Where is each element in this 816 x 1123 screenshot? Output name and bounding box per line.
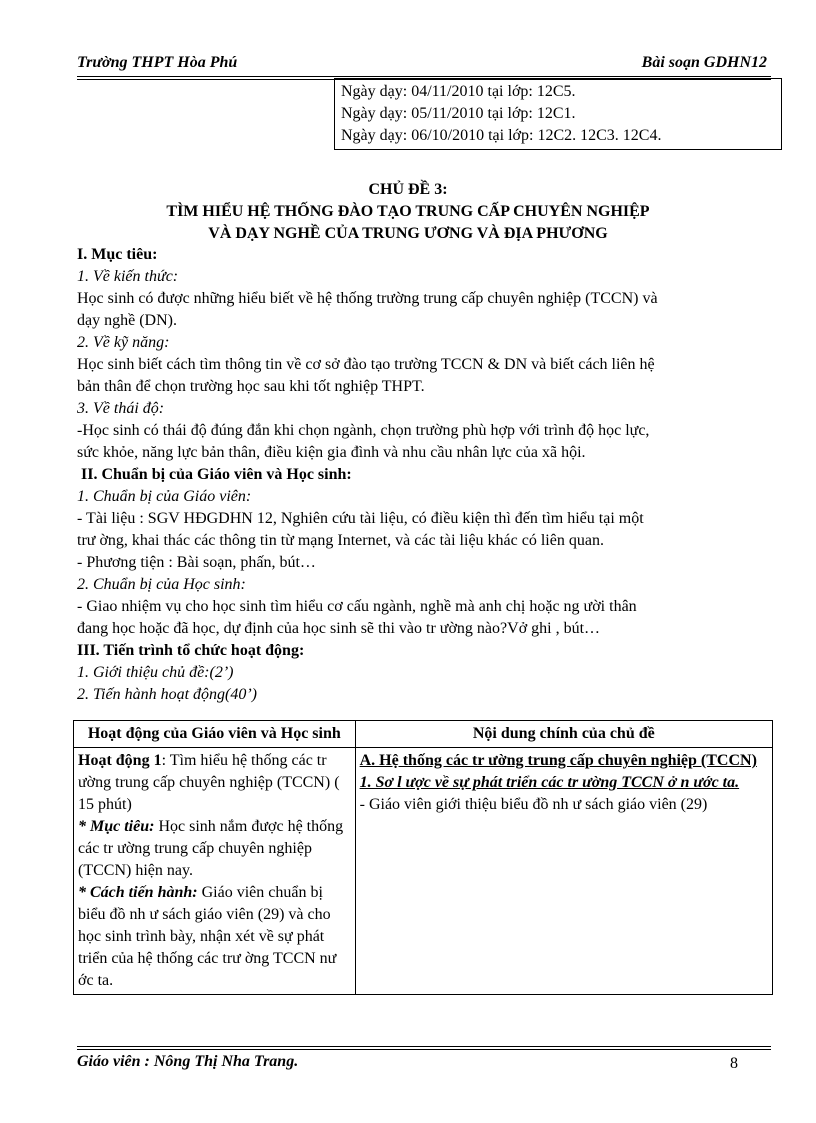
method-label: * Cách tiến hành: [78,884,198,901]
page-number: 8 [730,1055,738,1072]
subsection-heading: 1. Chuẩn bị của Giáo viên: [77,488,252,505]
section-heading: I. Mục tiêu: [77,246,158,263]
paragraph: bản thân để chọn trường học sau khi tốt nghiệp THPT. [77,378,425,395]
paragraph: trư ờng, khai thác các thông tin từ mạng Internet, và các tài liệu khác có liên quan. [77,532,604,549]
method-text: Giáo viên chuẩn bị biểu đồ nh ư sách giáo viên (29) và cho học sinh trình bày, nhận xét về sự phát triển của hệ thống các trư ờng TCCN nư ớc ta. [78,884,337,989]
school-name: Trường THPT Hòa Phú [77,54,238,71]
lesson-body [77,244,767,706]
topic-title-line1: TÌM HIỂU HỆ THỐNG ĐÀO TẠO TRUNG CẤP CHUYÊN NGHIỆP [166,203,650,220]
column-header: Nội dung chính của chủ đề [355,721,772,748]
content-heading-a: A. Hệ thống các tr ường trung cấp chuyên nghiệp (TCCN) [359,752,757,769]
paragraph: đang học hoặc đã học, dự định của học sinh sẽ thi vào tr ường nào?Vở ghi , bút… [77,620,601,637]
teaching-dates-box [334,78,782,150]
topic-title-line2: VÀ DẠY NGHỀ CỦA TRUNG ƯƠNG VÀ ĐỊA PHƯƠNG [208,225,608,242]
activity-label: Hoạt động 1 [78,752,162,769]
subsection-heading: 2. Tiến hành hoạt động(40’) [77,686,257,703]
section-heading: II. Chuẩn bị của Giáo viên và Học sinh: [81,466,352,483]
activity-text: : Tìm hiểu hệ thống các tr ường trung cấp chuyên nghiệp (TCCN) ( 15 phút) [78,752,340,813]
header-rule [77,76,771,77]
paragraph: Học sinh có được những hiểu biết về hệ thống trường trung cấp chuyên nghiệp (TCCN) và [77,290,658,307]
subsection-heading: 1. Về kiến thức: [77,268,179,285]
paragraph: -Học sinh có thái độ đúng đắn khi chọn ngành, chọn trường phù hợp với trình độ học lực, [77,422,650,439]
activity-paragraph [78,750,351,816]
paragraph: - Giao nhiệm vụ cho học sinh tìm hiểu cơ cấu ngành, nghề mà anh chị hoặc ng ười thân [77,598,637,615]
document-title: Bài soạn GDHN12 [641,54,767,71]
topic-number: CHỦ ĐỀ 3: [368,181,448,198]
teacher-student-activity-cell [74,748,356,995]
paragraph: dạy nghề (DN). [77,312,177,329]
teaching-date: Ngày dạy: 04/11/2010 tại lớp: 12C5. [341,83,576,100]
subsection-heading: 2. Về kỹ năng: [77,334,170,351]
teacher-name: Giáo viên : Nông Thị Nha Trang. [77,1053,299,1070]
goal-text: Học sinh nắm được hệ thống các tr ường trung cấp chuyên nghiệp (TCCN) hiện nay. [78,818,344,879]
goal-label: * Mục tiêu: [78,818,155,835]
teaching-date: Ngày dạy: 06/10/2010 tại lớp: 12C2. 12C3. 12C4. [341,127,662,144]
table-row [74,748,773,995]
page-header [77,54,771,76]
footer-rule [77,1049,771,1050]
paragraph: sức khỏe, năng lực bản thân, điều kiện gia đình và nhu cầu nhân lực của xã hội. [77,444,586,461]
table-header-row [74,721,773,748]
column-header: Hoạt động của Giáo viên và Học sinh [74,721,356,748]
paragraph: - Tài liệu : SGV HĐGDHN 12, Nghiên cứu tài liệu, có điều kiện thì đến tìm hiểu tại một [77,510,644,527]
paragraph: - Phương tiện : Bài soạn, phấn, bút… [77,554,316,571]
paragraph: Học sinh biết cách tìm thông tin về cơ sở đào tạo trường TCCN & DN và biết cách liên hệ [77,356,655,373]
section-heading: III. Tiến trình tổ chức hoạt động: [77,642,305,659]
activity-table [73,720,773,995]
subsection-heading: 2. Chuẩn bị của Học sinh: [77,576,246,593]
subsection-heading: 3. Về thái độ: [77,400,165,417]
teaching-date: Ngày dạy: 05/11/2010 tại lớp: 12C1. [341,105,576,122]
method-paragraph [78,882,351,992]
content-text: - Giáo viên giới thiệu biểu đồ nh ư sách giáo viên (29) [359,796,708,813]
content-heading-1: 1. Sơ l ược về sự phát triển các tr ường TCCN ở n ước ta. [359,774,740,791]
goal-paragraph [78,816,351,882]
main-content-cell [355,748,772,995]
subsection-heading: 1. Giới thiệu chủ đề:(2’) [77,664,234,681]
footer-rule-thin [77,1046,771,1047]
